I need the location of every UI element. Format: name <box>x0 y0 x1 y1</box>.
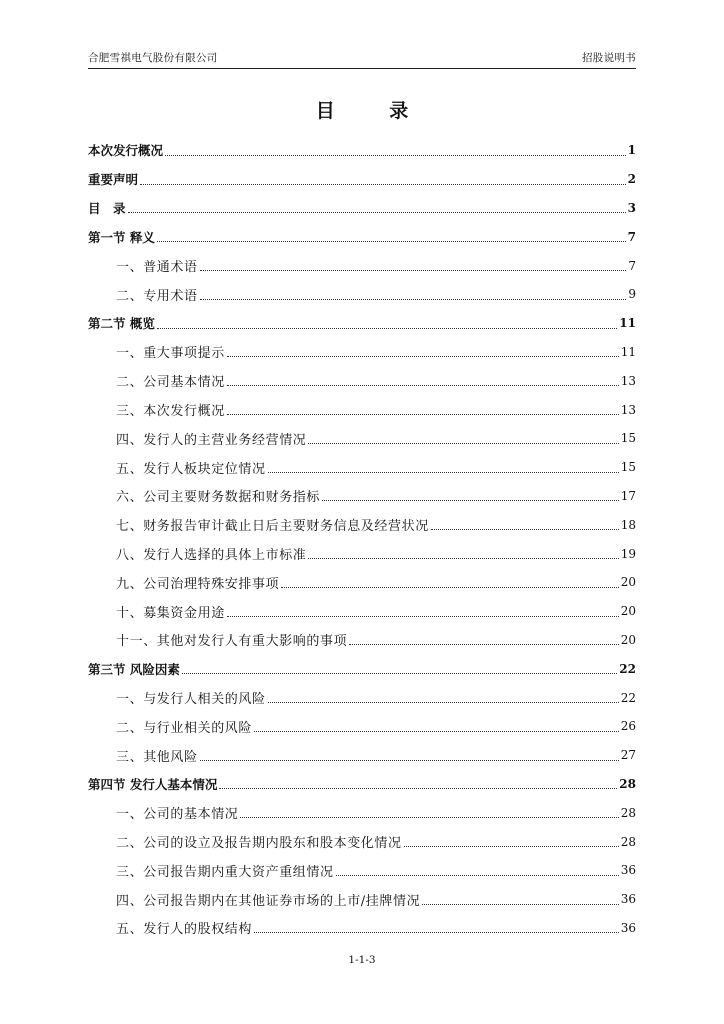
toc-section-entry[interactable] <box>88 482 636 511</box>
toc-leader-dots <box>308 558 618 559</box>
toc-leader-dots <box>157 241 626 242</box>
toc-entry-page: 28 <box>620 834 636 849</box>
toc-entry-page: 7 <box>628 258 636 273</box>
header-doc-type: 招股说明书 <box>582 52 636 64</box>
toc-chapter-entry[interactable] <box>88 654 636 683</box>
toc-entry-page: 11 <box>620 344 636 359</box>
toc-entry-page: 36 <box>620 920 636 935</box>
toc-section-entry[interactable] <box>88 395 636 424</box>
toc-leader-dots <box>128 212 626 213</box>
toc-section-entry[interactable] <box>88 741 636 770</box>
toc-entry-page: 28 <box>620 805 636 820</box>
toc-leader-dots <box>219 788 617 789</box>
toc-leader-dots <box>240 817 618 818</box>
toc-entry-page: 1 <box>627 143 636 158</box>
toc-chapter-entry[interactable] <box>88 165 636 194</box>
toc-section-entry[interactable] <box>88 539 636 568</box>
toc-leader-dots <box>349 644 619 645</box>
toc-entry-label: 第三节 风险因素 <box>88 661 180 677</box>
toc-section-entry[interactable] <box>88 827 636 856</box>
toc-entry-label: 一、普通术语 <box>116 260 198 276</box>
toc-entry-page: 2 <box>627 172 636 187</box>
toc-entry-page: 20 <box>620 632 636 647</box>
toc-entry-label: 四、公司报告期内在其他证券市场的上市/挂牌情况 <box>116 893 421 909</box>
toc-leader-dots <box>227 414 619 415</box>
toc-entry-label: 五、发行人板块定位情况 <box>116 461 266 477</box>
toc-leader-dots <box>227 356 619 357</box>
toc-leader-dots <box>431 529 619 530</box>
toc-entry-label: 十一、其他对发行人有重大影响的事项 <box>116 634 348 650</box>
toc-entry-page: 20 <box>620 575 636 590</box>
toc-leader-dots <box>182 673 617 674</box>
toc-leader-dots <box>200 760 619 761</box>
toc-leader-dots <box>322 500 619 501</box>
toc-chapter-entry[interactable] <box>88 770 636 799</box>
toc-section-entry[interactable] <box>88 885 636 914</box>
toc-leader-dots <box>281 587 619 588</box>
toc-entry-page: 26 <box>620 719 636 734</box>
toc-entry-page: 11 <box>619 316 636 331</box>
toc-entry-page: 9 <box>628 287 636 302</box>
toc-entry-page: 7 <box>627 229 636 244</box>
page-header <box>88 50 636 69</box>
toc-section-entry[interactable] <box>88 338 636 367</box>
toc-entry-page: 36 <box>620 892 636 907</box>
toc-leader-dots <box>422 904 619 905</box>
toc-leader-dots <box>254 731 619 732</box>
toc-entry-label: 第四节 发行人基本情况 <box>88 776 218 792</box>
toc-leader-dots <box>165 155 626 156</box>
toc-entry-label: 七、财务报告审计截止日后主要财务信息及经营状况 <box>116 519 429 535</box>
toc-entry-label: 二、专用术语 <box>116 288 198 304</box>
toc-leader-dots <box>140 184 626 185</box>
toc-chapter-entry[interactable] <box>88 309 636 338</box>
toc-section-entry[interactable] <box>88 424 636 453</box>
toc-entry-page: 19 <box>620 546 636 561</box>
toc-entry-label: 九、公司治理特殊安排事项 <box>116 576 280 592</box>
toc-leader-dots <box>404 846 619 847</box>
toc-chapter-entry[interactable] <box>88 136 636 165</box>
toc-leader-dots <box>336 875 619 876</box>
toc-section-entry[interactable] <box>88 510 636 539</box>
toc-entry-page: 36 <box>620 863 636 878</box>
toc-leader-dots <box>254 932 619 933</box>
toc-entry-label: 二、公司的设立及报告期内股东和股本变化情况 <box>116 836 402 852</box>
toc-section-entry[interactable] <box>88 453 636 482</box>
toc-entry-label: 本次发行概况 <box>88 143 164 159</box>
toc-leader-dots <box>200 299 627 300</box>
toc-entry-label: 目 录 <box>88 200 126 216</box>
toc-entry-page: 13 <box>620 402 636 417</box>
toc-section-entry[interactable] <box>88 712 636 741</box>
table-of-contents <box>88 136 636 942</box>
toc-entry-page: 3 <box>627 200 636 215</box>
toc-entry-label: 二、与行业相关的风险 <box>116 720 253 736</box>
toc-entry-label: 二、公司基本情况 <box>116 375 225 391</box>
toc-entry-page: 20 <box>620 604 636 619</box>
toc-entry-label: 第一节 释义 <box>88 229 155 245</box>
toc-leader-dots <box>157 328 617 329</box>
toc-leader-dots <box>227 385 619 386</box>
toc-leader-dots <box>227 616 619 617</box>
toc-entry-page: 22 <box>619 661 636 676</box>
toc-section-entry[interactable] <box>88 798 636 827</box>
header-company: 合肥雪祺电气股份有限公司 <box>88 52 218 64</box>
toc-entry-label: 四、发行人的主营业务经营情况 <box>116 432 307 448</box>
toc-entry-label: 重要声明 <box>88 172 139 188</box>
toc-entry-page: 17 <box>620 488 636 503</box>
toc-section-entry[interactable] <box>88 914 636 943</box>
toc-section-entry[interactable] <box>88 597 636 626</box>
toc-entry-label: 一、与发行人相关的风险 <box>116 692 266 708</box>
toc-section-entry[interactable] <box>88 568 636 597</box>
toc-entry-page: 18 <box>620 517 636 532</box>
page-title: 目 录 <box>315 100 433 122</box>
toc-entry-page: 27 <box>620 748 636 763</box>
toc-entry-page: 13 <box>620 373 636 388</box>
toc-entry-label: 一、重大事项提示 <box>116 346 225 362</box>
toc-entry-page: 15 <box>620 431 636 446</box>
toc-section-entry[interactable] <box>88 251 636 280</box>
toc-entry-label: 三、公司报告期内重大资产重组情况 <box>116 864 334 880</box>
toc-leader-dots <box>308 443 618 444</box>
toc-entry-label: 六、公司主要财务数据和财务指标 <box>116 490 321 506</box>
toc-entry-label: 三、本次发行概况 <box>116 404 225 420</box>
toc-section-entry[interactable] <box>88 856 636 885</box>
toc-entry-page: 28 <box>619 776 636 791</box>
toc-entry-label: 五、发行人的股权结构 <box>116 922 253 938</box>
toc-section-entry[interactable] <box>88 626 636 655</box>
toc-section-entry[interactable] <box>88 280 636 309</box>
page-number: 1-1-3 <box>348 954 376 966</box>
toc-entry-label: 八、发行人选择的具体上市标准 <box>116 548 307 564</box>
toc-entry-page: 15 <box>620 460 636 475</box>
toc-entry-label: 三、其他风险 <box>116 749 198 765</box>
toc-entry-page: 22 <box>620 690 636 705</box>
toc-entry-label: 一、公司的基本情况 <box>116 807 239 823</box>
toc-leader-dots <box>268 702 619 703</box>
toc-section-entry[interactable] <box>88 683 636 712</box>
toc-leader-dots <box>200 270 627 271</box>
toc-entry-label: 十、募集资金用途 <box>116 605 225 621</box>
toc-chapter-entry[interactable] <box>88 194 636 223</box>
toc-leader-dots <box>268 472 619 473</box>
toc-section-entry[interactable] <box>88 366 636 395</box>
toc-entry-label: 第二节 概览 <box>88 316 155 332</box>
toc-chapter-entry[interactable] <box>88 222 636 251</box>
